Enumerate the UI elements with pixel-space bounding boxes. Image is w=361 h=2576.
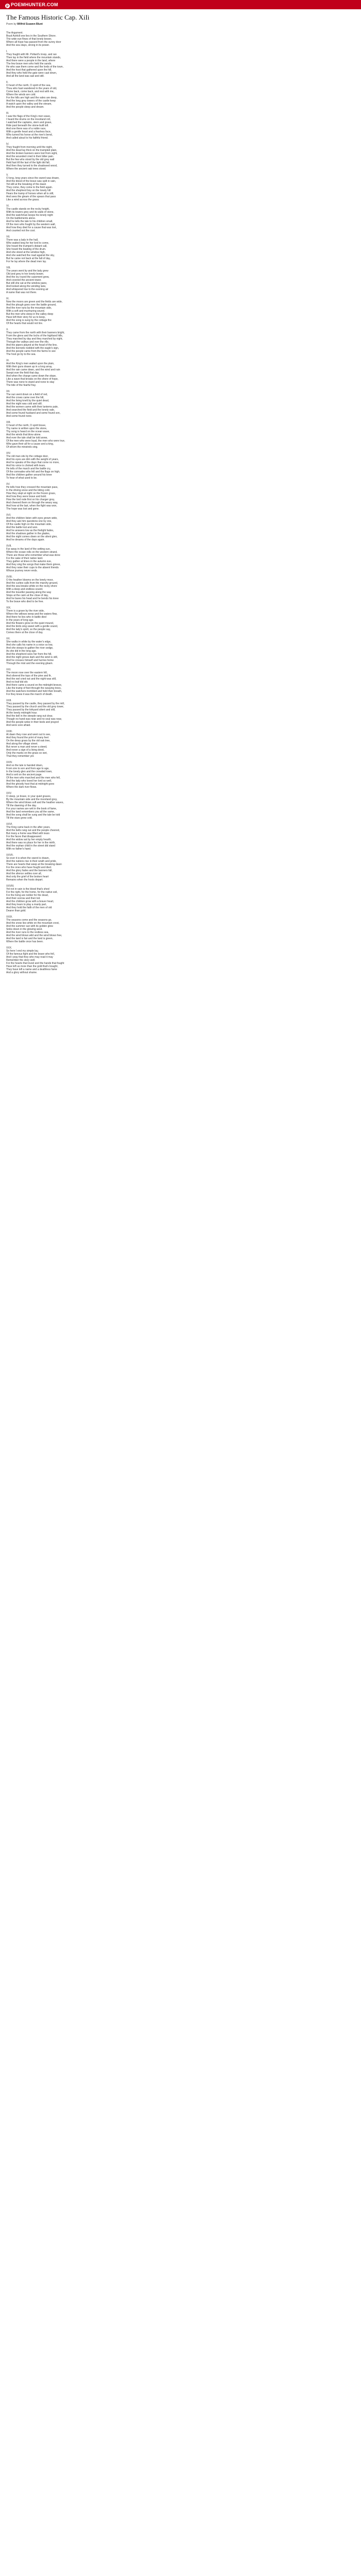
poem-line: And the silence settles over all, [6, 872, 42, 875]
poem-line: And the people sleep and dream. [6, 106, 44, 109]
poem-line: With a soft and murmuring sound. [6, 310, 45, 313]
poem-line: The King came back in the after years, [6, 826, 51, 829]
poem-line: Where the ocean rolls on the western strand, [6, 551, 58, 554]
poem-line: XX. [6, 637, 11, 640]
poem-line: Where the willows weep and the waters flow, [6, 613, 58, 616]
poem-line: And the bell in the steeple rang out clear, [6, 715, 53, 718]
poem-line: I saw the flags of the King's men wave, [6, 115, 51, 118]
poem-line: And some found husband and some found son, [6, 412, 61, 415]
poem-line: And the long grey towers of the castle keep [6, 99, 56, 103]
poem-line: And the wounded cried in their bitter pain. [6, 155, 54, 158]
poem-line: For the hills are high and the vales are deep, [6, 96, 57, 99]
poem-line: And the night was cold and still. [6, 402, 43, 405]
poem-line: And his voice is choked with tears. [6, 464, 46, 467]
poem-line: Of the hearts that would not tire. [6, 322, 43, 325]
poem-line: They fought with Mr. Pollard's troop, and ran [6, 53, 57, 56]
poem-line: And is writ on the ancient page. [6, 773, 42, 776]
poem-line: And she stood at the window high, [6, 251, 46, 254]
logo-mark-icon: p [5, 4, 10, 8]
poem-line: And the glory fades and the banners fall, [6, 869, 53, 872]
poem-line: Of the men who were loyal, the men who were true, [6, 439, 65, 443]
poem-line: And called aloud to his faithful friend. [6, 137, 48, 140]
poem-line: And covered the ancient tower. [6, 279, 42, 282]
poem-line: XIX. [6, 606, 11, 609]
poem-line: He who saw them come and the lords of the town, [6, 65, 63, 69]
poem-line: XXV. [6, 792, 12, 795]
poem-line: And along the village street. [6, 742, 38, 745]
poem-line: For they knew it was the march of death. [6, 693, 53, 696]
poem-line: There is a grave by the river side, [6, 609, 45, 613]
poem-line: And there were a people in the land, where [6, 59, 56, 62]
poem-line: Where the winds are cold. [6, 93, 36, 96]
poem-line: And the lady's spirit, so the people say, [6, 628, 51, 631]
poem-line: And he tells the tale to his children small, [6, 220, 53, 223]
poem-line: Where the dark river flows. [6, 786, 37, 789]
poem-line: With a gentle heart and a fearless face, [6, 130, 51, 133]
poem-line: And sees the gleam of the spears that pass [6, 195, 56, 198]
poem-line: At the lonely midnight hour. [6, 711, 38, 715]
poem-line: They passed by the castle, they passed by the mill, [6, 702, 65, 705]
poem-line: The castle stands on the rocky height, [6, 208, 50, 211]
poem-line: XXIII. [6, 730, 13, 733]
poem-line: And the children grow with a braver heart, [6, 900, 54, 903]
poem-line: And so the tale is handed down, [6, 764, 43, 767]
poem-line: Yet not in vain is the blood that's shed [6, 888, 50, 891]
poem-line: XIII. [6, 421, 11, 424]
poem-line: Old and grey in her lonely bower, [6, 273, 44, 276]
poem-line: And he dreams of the days again. [6, 538, 45, 541]
poem-line: And the flowers grow on the quiet mound, [6, 622, 54, 625]
poem-line: Through the mist and the evening gloam. [6, 662, 53, 665]
poem-line: There are those who remember what was done [6, 554, 60, 557]
poem-line: For the living are nobler for the dead, [6, 894, 48, 897]
poem-line: And she watched the road against the sky, [6, 254, 55, 257]
poem-line: And how they were brave and bold. [6, 495, 47, 498]
poem-line: Where all hope has passed from the sunny door [6, 41, 61, 44]
poem-line: And the bells rang out and the people cheered, [6, 829, 60, 832]
poem-line: X. [6, 328, 9, 331]
poem-line: And the host that gathered upon the hill, [6, 69, 52, 72]
poem-line: Dearer than gold. [6, 909, 26, 912]
poem-line: XXI. [6, 668, 11, 671]
poem-line: Like a wind across the grass. [6, 198, 40, 201]
poem-line: Of the famous fight and the brave who fell, [6, 953, 55, 956]
poem-line: Remember the story well. [6, 959, 36, 962]
poem-line: But never a man and never a steed, [6, 745, 47, 749]
poem-body [6, 31, 355, 974]
poem-line: And the winds that blow alone. [6, 433, 41, 436]
poem-line: As she did in the long ago. [6, 650, 37, 653]
poem-line: And the song shall be sung and the tale be told [6, 814, 60, 817]
poem-line: And the watchers trembled and held their breath, [6, 690, 62, 693]
poem-line: For the right, for the home, for the native soil, [6, 891, 58, 894]
poem-line: And the plough goes over the battle ground, [6, 303, 57, 307]
poem-line: XI. [6, 359, 10, 362]
poem-line: That they remember yet. [6, 755, 35, 758]
poem-line: And they who held the gate were cast down, [6, 72, 57, 75]
poem-line: And a glory without shame. [6, 971, 38, 974]
poem-line: They came from the north with their banners bright, [6, 331, 65, 334]
poem-line: And he crosses himself and hurries home [6, 659, 54, 662]
poem-line: And cheered them on through the weary way, [6, 501, 58, 504]
poem-line: To hear of what used to be. [6, 477, 38, 480]
poem-line: And the land remembers you all the same, [6, 810, 55, 814]
poem-line: But the few who stood by the old grey wall [6, 158, 55, 161]
poem-line: And the crows came over the hill, [6, 396, 44, 399]
poem-line: At dawn they rose and went out to see, [6, 733, 51, 736]
site-logo-text: POEMHUNTER.COM [11, 2, 58, 7]
poem-line: And the women came with their lanterns pale, [6, 405, 59, 409]
poem-line: Till the stars grow cold. [6, 817, 32, 820]
poem-line: Remains when the hosts depart. [6, 878, 43, 882]
poem-line: The old man sits by the cottage door, [6, 455, 48, 458]
poem-line: And the King's men waited upon the plain, [6, 362, 55, 365]
poem-line: XXIX. [6, 916, 13, 919]
poem-line: And they learn to play a manly part, [6, 903, 47, 906]
poem-line: So here I end my simple lay, [6, 950, 39, 953]
poem-line: And the curlew calls from the marshy ground, [6, 582, 58, 585]
poem-line: And the birds sing sweet with a gentle sound, [6, 625, 58, 628]
poem-line: The sun went down on a field of red, [6, 393, 48, 396]
poem-line: The host go by to the sea. [6, 353, 36, 356]
poem-line: And the wind blows wild and the wind blows free, [6, 934, 62, 937]
poem-line: O heart of the north, O spirit of the sea, [6, 84, 51, 87]
poem-line: In the lonely glen and the crowded town, [6, 770, 53, 773]
poem-line: Yet still at the breaking of the dawn [6, 183, 46, 186]
poem-line: She walks in white by the water's edge, [6, 640, 52, 643]
poem-line: Through the valleys and over the rills. [6, 341, 50, 344]
poem-line: Have left their story for us to keep, [6, 316, 46, 319]
poem-line: And all the land was sad and still. [6, 75, 44, 78]
poem-line: They passed by the church and the old grey tower, [6, 705, 64, 708]
poem-line: But still she sat at the window pane, [6, 282, 47, 285]
poem-line: And whispered low to the evening air [6, 288, 48, 291]
poem-line: And the snow lies white on the mountain crest, [6, 922, 60, 925]
poem-line: Where the wind blows soft and the heather waves, [6, 801, 64, 804]
poem-line: He tells of the march and the battle cry, [6, 467, 51, 470]
poem-line: From the glens and the lochs of the highland hills, [6, 334, 63, 337]
poem-line: And looked along the winding lane, [6, 285, 46, 288]
poem-line: And the watchman keeps his lonely night [6, 214, 53, 217]
poem-line: XII. [6, 390, 10, 393]
poem-line: She heard the beating of the drum. [6, 248, 46, 251]
poem-line: And the song is sung by the cottage fire [6, 319, 52, 322]
poem-line: Who turned his horse at the river's bend, [6, 133, 53, 137]
poem-line: Then lay in the field where the mountain stands, [6, 56, 61, 59]
poem-author-link[interactable]: Wilfrid Scawen Blunt [17, 23, 43, 26]
poem-line: XXII. [6, 699, 12, 702]
poem-line: And the broken banners were lost from sight, [6, 152, 58, 155]
poem-line: IV. [6, 143, 9, 146]
poem-line: There are hearts that weep at the breaking dawn [6, 863, 62, 866]
poem-line: I watched the captains, stern and grave, [6, 121, 52, 124]
poem-line: Like the tramp of feet through the swaying trees, [6, 687, 62, 690]
poem-title: The Famous Historic Cap. XiIi [6, 13, 90, 21]
poem-line: Till the dawning of the day. [6, 804, 37, 807]
poem-line: They have left a name and a deathless fame [6, 968, 57, 971]
poem-line: Like a wave that breaks on the shore of hope, [6, 378, 59, 381]
poem-line: And the children gather around his knee [6, 473, 52, 477]
poem-line: Of the castle high on the mountain side, [6, 523, 52, 526]
poem-line: By the mountain side and the moorland grey, [6, 798, 58, 801]
poem-line: Comes there at the close of day. [6, 631, 43, 634]
poem-line: And the ghostly host that at midnight goes [6, 783, 55, 786]
poem-line: They marched by day and they marched by night, [6, 337, 63, 341]
poem-line: And the orphan child in the street did stand [6, 844, 56, 848]
poem-line: Of the comrades who fell and the flags on high, [6, 470, 60, 473]
poem-line: And they raise their cups to the absent friends [6, 566, 59, 569]
poem-line: And the battle lost and won. [6, 526, 38, 529]
poem-line: And the owl cried out and the night was still, [6, 677, 57, 681]
poem-line: And she stoops to gather the river sedge, [6, 647, 54, 650]
poem-line: And he speaks of the days that come no more, [6, 461, 60, 464]
poem-line: The seasons come and the seasons go, [6, 919, 52, 922]
poem-line: They gather at times in the autumn eve, [6, 560, 52, 563]
poem-line: And some found none. [6, 415, 32, 418]
poem-line: And their sorrow and their toil. [6, 897, 41, 900]
poem-line: But many a home was filled with tears [6, 832, 50, 835]
poem-line: And the bonnets nodded with the eagle's sign, [6, 347, 59, 350]
poem-line: She heard the trumpet's distant call, [6, 245, 47, 248]
poem-line: How they slept at night on the frozen grass, [6, 492, 56, 495]
poem-line: XVII. [6, 545, 12, 548]
poem-line: A name that was not there. [6, 291, 37, 294]
site-header [0, 0, 361, 9]
poem-line: XXVI. [6, 823, 13, 826]
poem-line: And the people woke in their beds and prayed [6, 721, 59, 724]
poem-line: Thou who hast wandered in the years of old, [6, 87, 57, 90]
poem-line: And the river runs to the restless sea, [6, 931, 49, 934]
poem-line: And how at the last, when the fight was won, [6, 504, 57, 507]
poem-line: XIV. [6, 452, 11, 455]
poem-line: O heart of the north, O spirit brave, [6, 424, 46, 427]
poem-line: Now the moors are green and the fields are wide, [6, 300, 63, 303]
poem-line: There was none to stand and none to stay [6, 381, 55, 384]
poem-line: And the shepherd sees her from the hill, [6, 653, 52, 656]
poem-line: And the nations rise in their wrath and pride, [6, 860, 57, 863]
poem-line: From sire to son and from age to age, [6, 767, 50, 770]
poem-line: For he lay where the dead men lay. [6, 260, 47, 263]
poem-line: XVIII. [6, 575, 13, 579]
poem-line: And she calls his name in a voice so low, [6, 643, 53, 647]
poem-line: And no leaf did stir. [6, 681, 28, 684]
site-logo[interactable] [5, 2, 58, 8]
poem-line: There was a lady in the hall, [6, 239, 39, 242]
poem-line: And were sore afraid. [6, 724, 31, 727]
poem-content [6, 13, 355, 974]
poem-line: The tide of the fearful fray. [6, 384, 36, 387]
poem-line: XV. [6, 483, 10, 486]
poem-line: VIII. [6, 266, 11, 269]
poem-line: VI. [6, 205, 10, 208]
poem-line: And the children listen with eyes grown wide, [6, 517, 58, 520]
poem-line: O long, long years since the sword was drawn, [6, 177, 60, 180]
poem-line: Of the men who fought by the western wall, [6, 223, 56, 226]
poem-line: Who gave their all for a cause and a king, [6, 443, 54, 446]
poem-line: Have left us more than the gold that's bought, [6, 965, 58, 968]
poem-line: V. [6, 174, 9, 177]
poem-line: And there came a sound on the midnight breeze, [6, 684, 62, 687]
poem-line: II. [6, 81, 9, 84]
poem-line: I. [6, 50, 8, 53]
poem-line: XXVII. [6, 854, 14, 857]
poem-line: The Argument. [6, 31, 23, 35]
poem-line: Stops at the cairn at the close of day, [6, 594, 48, 597]
poem-line: And the river runs by the mountain side, [6, 307, 52, 310]
poem-line: They passed by the kirkyard silent and still, [6, 708, 56, 711]
poem-line: And the traveller passing along the way [6, 591, 52, 594]
poem-line: For the ones who have fought and died. [6, 866, 52, 869]
poem-byline [6, 23, 355, 26]
poem-line: III. [6, 112, 9, 115]
poem-line: And the land is fair and the land is green, [6, 937, 53, 940]
poem-line: Ride past beneath the stone-built toll. [6, 124, 49, 127]
poem-line: And never a sign of a living deed, [6, 749, 44, 752]
poem-line: And the rain came down, and the wind and rain [6, 368, 60, 371]
poem-line: Come back, come back, and rest with me, [6, 90, 55, 93]
poem-line: Held fast till the last of the light did fall, [6, 161, 51, 164]
poem-line: And silvered the tops of the pine and fir, [6, 674, 52, 677]
poem-line: And the shepherd boy on the lonely hill [6, 189, 51, 192]
poem-line: For the hearts that loved and the hands that fought [6, 962, 64, 965]
poem-line: Only the marks on the grass so wet, [6, 752, 47, 755]
poem-line: VII. [6, 235, 10, 239]
poem-line: And he answers low as the firelight fades, [6, 529, 54, 532]
poem-line: A watch upon the valley and the stream, [6, 103, 52, 106]
poem-line: Boyd Ashkill one lies in the Southern Shore. [6, 35, 57, 38]
poem-line: And the people came from the farms to see [6, 350, 56, 353]
poem-line: And there was no place for her in the mirth, [6, 841, 56, 844]
poem-line: I heard the drums on the moorland roll, [6, 118, 51, 121]
poem-line: And they ask him questions one by one, [6, 520, 52, 523]
poem-line: Thy name is written upon the stone, [6, 427, 47, 430]
poem-line: The few brave men who held the sands. [6, 62, 52, 65]
poem-line: XXX. [6, 946, 12, 950]
poem-line: And the summer sun with its golden glow [6, 925, 53, 928]
poem-line: The moon rose over the eastern hill, [6, 671, 48, 674]
poem-line: Sinks down in the glowing west. [6, 928, 43, 931]
poem-line: XVI. [6, 514, 11, 517]
poem-line: With no father's hand. [6, 848, 31, 851]
poem-line: Of whom the minstrels sing. [6, 446, 38, 449]
poem-line: And when the charge came down the slope, [6, 375, 57, 378]
poem-line: And searched the field and the lonely vale, [6, 409, 55, 412]
poem-line: And the night comes down on the silent glen, [6, 535, 58, 538]
poem-line: And how they died for a cause that was lost, [6, 226, 57, 229]
byline-prefix: Poem by [6, 23, 17, 26]
poem-line: They fought from morning until the night, [6, 146, 53, 149]
poem-line: And the blood of the brave was spilt in vain, [6, 180, 56, 183]
poem-line: For the faces that disappeared. [6, 835, 42, 838]
poem-line: And one there was of a noble race, [6, 127, 46, 130]
poem-line: To the brave who died to be free. [6, 600, 44, 603]
poem-line: On the dewy grass by the old oak tree, [6, 739, 51, 742]
poem-line: And I pray that they who may read it may [6, 956, 53, 959]
poem-line: Whose journey never ends. [6, 569, 38, 572]
poem-line: Who waited long for her lord to come, [6, 242, 50, 245]
poem-line: So ever it is when the sword is drawn, [6, 857, 50, 860]
poem-line: O sleep, ye brave, in your quiet graves, [6, 795, 51, 798]
poem-line: How the lord rode first on his charger grey, [6, 498, 55, 501]
poem-line: For the sake of their native land. [6, 557, 43, 560]
poem-line: With their guns drawn up in a long array, [6, 365, 53, 368]
poem-line: Of the men who marched and the men who fell, [6, 776, 61, 779]
poem-line: The hope was lost and gone. [6, 507, 40, 511]
poem-line: And he bares his head and he bends his knee [6, 597, 59, 600]
poem-line: The wide eye flows of that lonely bower, [6, 38, 52, 41]
poem-line: Thy song is heard on the ocean wave, [6, 430, 50, 433]
poem-line: XXVIII. [6, 885, 14, 888]
poem-line: With its towers grey and its walls of stone, [6, 211, 54, 214]
poem-line: And they found the print of many feet [6, 736, 48, 739]
poem-line: And the pipers played at the head of the line, [6, 344, 58, 347]
poem-line: Though no hand was near and no soul was near, [6, 718, 62, 721]
poem-line: And they sing the songs that make them grieve, [6, 563, 61, 566]
poem-line: O the heather blooms on the lonely moor, [6, 579, 54, 582]
poem-line: And the sea stays, strong in its power. [6, 44, 50, 47]
poem-line: In the driving snow and the biting cold, [6, 489, 51, 492]
poem-line: But he came not back at the fall of day, [6, 257, 51, 260]
poem-line: And they hold the faith of the men of old [6, 906, 52, 909]
poem-line: And the dead lay thick on the trampled plain, [6, 149, 57, 152]
poem-line: On the battlements alone. [6, 217, 36, 220]
poem-line: And the shadows gather in the glades, [6, 532, 51, 535]
poem-line: With a deep and endless sound. [6, 588, 43, 591]
poem-line: In the years of long ago. [6, 619, 34, 622]
poem-line: And the night grows dark and the wind is still, [6, 656, 58, 659]
poem-line: But the men who sleep in the valley deep [6, 313, 54, 316]
poem-line: And then they turned to the shadowed wood, [6, 164, 58, 167]
poem-line: And counted not the cost. [6, 229, 36, 232]
poem-line: They come, they come to the field again. [6, 186, 53, 189]
poem-line: And his eyes are dim with the weight of years, [6, 458, 59, 461]
poem-line: IX. [6, 297, 10, 300]
poem-line: Hears the tramp of horses when all is still, [6, 192, 54, 195]
poem-line: XXIV. [6, 761, 13, 764]
poem-line: And the lady who loved her lord so well, [6, 779, 52, 783]
poem-line: The years went by and the lady grew [6, 269, 48, 273]
poem-line: Far away in the land of the setting sun, [6, 548, 51, 551]
poem-line: And there he lies who in battle died [6, 616, 46, 619]
poem-line: And the widow sat by her empty hearth, [6, 838, 52, 841]
poem-line: And the ivy round the casement grew, [6, 276, 50, 279]
poem-line: And the sea breaks white on the rocky shore [6, 585, 57, 588]
poem-line: Where the battle once has been. [6, 940, 44, 943]
poem-line: And ever the tale shall be told anew, [6, 436, 48, 439]
poem-line: He tells how they crossed the mountain pass, [6, 486, 58, 489]
poem-line: And the living knelt by the quiet dead, [6, 399, 50, 402]
poem-line: Swept over the field that day. [6, 371, 40, 375]
poem-line: Where the ancient oak trees stood. [6, 167, 46, 171]
poem-line: And only the grief of the broken heart [6, 875, 49, 878]
poem-line: For your names are writ in the book of fame, [6, 807, 57, 810]
